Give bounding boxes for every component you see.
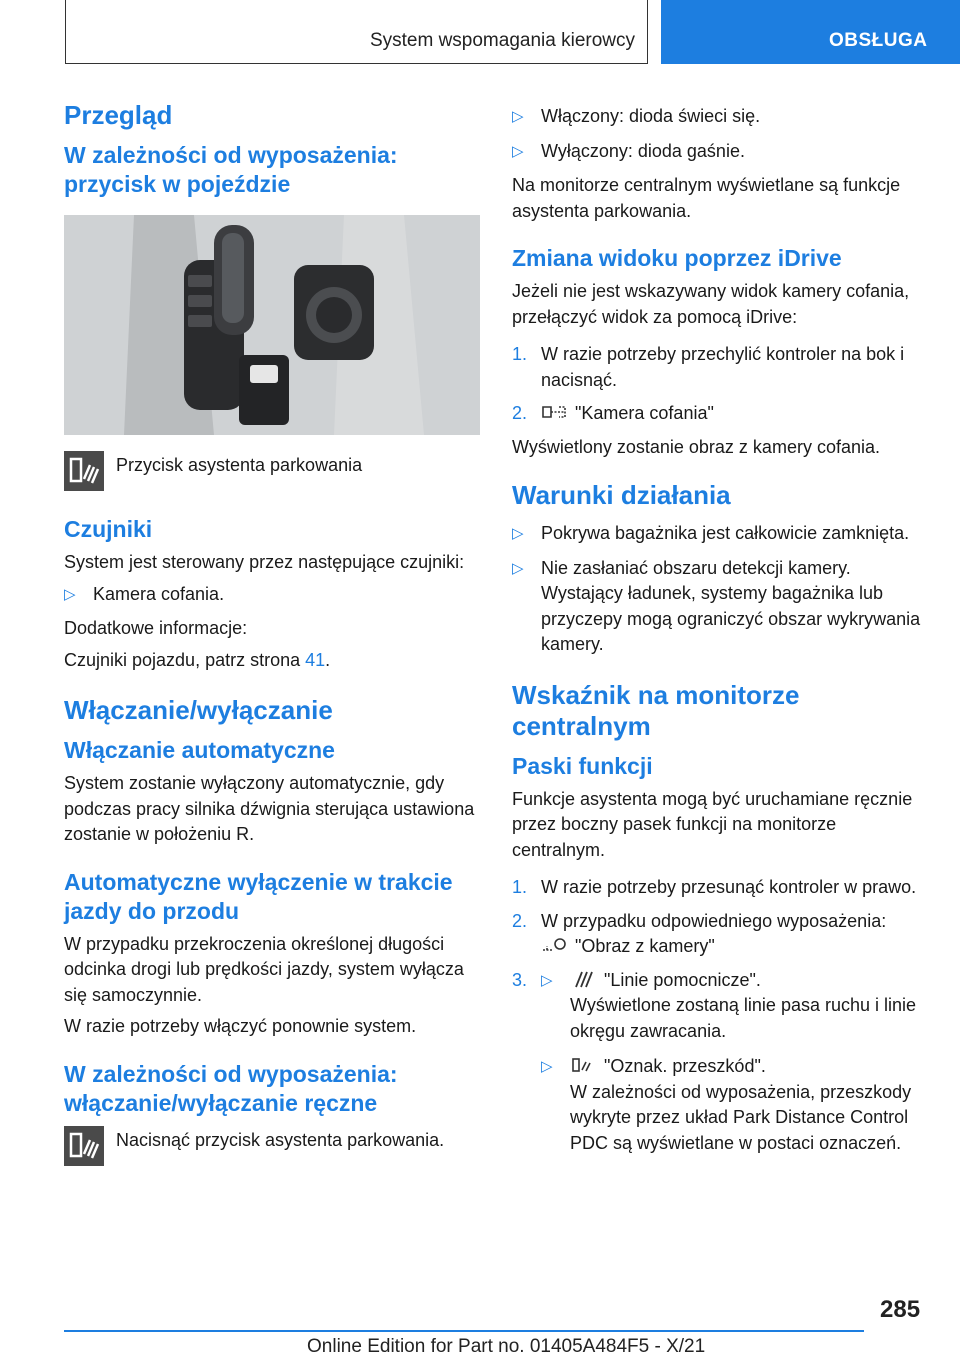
left-column [64, 100, 484, 1190]
heading-reczne: W zależności od wyposażenia: włączanie/wyłączanie ręczne [64, 1060, 398, 1116]
footer-edition: Online Edition for Part no. 01405A484F5 - X/21 [307, 1336, 706, 1357]
obstacle-marking-icon [570, 1056, 596, 1074]
czujniki-reference: Czujniki pojazdu, patrz strona 41. [64, 649, 331, 670]
list-item: 1. W razie potrzeby przesunąć kontroler w prawo. [512, 877, 917, 897]
list-item: ▷ Wyłączony: dioda gaśnie. [512, 139, 930, 165]
dodatkowe-text: Dodatkowe informacje: [64, 618, 248, 638]
page-number: 285 [880, 1296, 921, 1323]
heading-paski: Paski funkcji [512, 752, 653, 779]
reczne-text: Nacisnąć przycisk asystenta parkowania. [116, 1129, 445, 1150]
list-item: 3. ▷ "Linie pomocnicze". Wyświetlone zostaną linie pasa ruchu i linie okręgu zawracania. ▷ "Oznak. przeszkód". W zależności od wyposażenia, przeszkody wykryte przez układ Park Distance Control PDC są wyświetlane w postaci oznaczeń. [512, 968, 930, 1157]
czujniki-text: System jest sterowany przez następujące czujniki: [64, 552, 465, 572]
park-assist-button-icon [64, 451, 104, 491]
page-link[interactable]: 41 [305, 649, 326, 670]
list-item: 1. W razie potrzeby przechylić kontroler na bok i nacisnąć. [512, 344, 905, 390]
list-item: ▷ Włączony: dioda świeci się. [512, 104, 930, 130]
heading-wlaczanie: Włączanie/wyłączanie [64, 695, 333, 725]
section-tab-label: OBSŁUGA [829, 30, 928, 51]
bullet-icon: ▷ [512, 559, 524, 577]
caption-text: Przycisk asystenta parkowania [116, 455, 363, 475]
bullet-icon: ▷ [512, 108, 524, 125]
bullet-icon: ▷ [541, 971, 553, 989]
heading-przycisk: W zależności od wyposażenia: przycisk w pojeździe [64, 142, 398, 197]
auto-wyl-text2: W razie potrzeby włączyć ponownie system. [64, 1016, 417, 1036]
heading-przeglad: Przegląd [64, 100, 173, 130]
list-item: ▷ Pokrywa bagażnika jest całkowicie zamknięta. [512, 521, 930, 547]
sub-item: ▷ "Oznak. przeszkód". W zależności od wyposażenia, przeszkody wykryte przez układ Park Distance Control PDC są wyświetlane w postaci oznaczeń. [541, 1056, 912, 1153]
park-assist-button-icon [64, 1126, 104, 1166]
auto-text: System zostanie wyłączony automatycznie, gdy podczas pracy silnika dźwignia sterująca ustawiona zostanie w położeniu R. [64, 773, 475, 844]
bullet-icon: ▷ [512, 142, 524, 160]
list-item: ▷ Nie zasłaniać obszaru detekcji kamery. Wystający ładunek, systemy bagażnika lub przyczepy mogą ograniczyć obszar wykrywania kamery. [512, 557, 921, 654]
list-item: 2. W przypadku odpowiedniego wyposażenia: "Obraz z kamery" [512, 910, 887, 956]
right-column [512, 104, 930, 1166]
header-title: System wspomagania kierowcy [369, 30, 635, 51]
heading-auto-wyl: Automatyczne wyłączenie w trakcie jazdy do przodu [64, 868, 453, 924]
monitor-text: Na monitorze centralnym wyświetlane są funkcje asystenta parkowania. [512, 175, 901, 221]
heading-wskaznik: Wskaźnik na monitorze centralnym [512, 679, 800, 741]
footer-divider [64, 1330, 864, 1332]
wyswietlony-text: Wyświetlony zostanie obraz z kamery cofania. [512, 436, 880, 457]
heading-czujniki: Czujniki [64, 516, 153, 542]
sub-item: ▷ "Linie pomocnicze". Wyświetlone zostaną linie pasa ruchu i linie okręgu zawracania. [541, 969, 917, 1041]
reczne-row [64, 1128, 484, 1168]
bullet-icon: ▷ [512, 525, 524, 542]
bullet-icon: ▷ [64, 585, 76, 603]
section-tab[interactable] [661, 0, 960, 64]
bullet-icon: ▷ [541, 1058, 553, 1075]
console-illustration [64, 215, 480, 435]
paski-text: Funkcje asystenta mogą być uruchamiane ręcznie przez boczny pasek funkcji na monitorze centralnym. [512, 788, 913, 860]
camera-view-icon [541, 936, 567, 954]
caption-row [64, 453, 484, 493]
list-item: ▷ Kamera cofania. [64, 582, 484, 608]
list-item: 2. "Kamera cofania" [512, 403, 714, 423]
guide-lines-icon [570, 970, 596, 988]
auto-wyl-text1: W przypadku przekroczenia określonej długości odcinka drogi lub prędkości jazdy, system wyłącza się samoczynnie. [64, 933, 464, 1005]
heading-zmiana: Zmiana widoku poprzez iDrive [512, 245, 842, 271]
header-box [65, 0, 648, 64]
rear-camera-icon [541, 403, 567, 421]
console-photo [64, 215, 480, 435]
zmiana-text: Jeżeli nie jest wskazywany widok kamery cofania, przełączyć widok za pomocą iDrive: [512, 281, 910, 327]
heading-warunki: Warunki działania [512, 480, 731, 510]
heading-auto: Włączanie automatyczne [64, 737, 335, 763]
